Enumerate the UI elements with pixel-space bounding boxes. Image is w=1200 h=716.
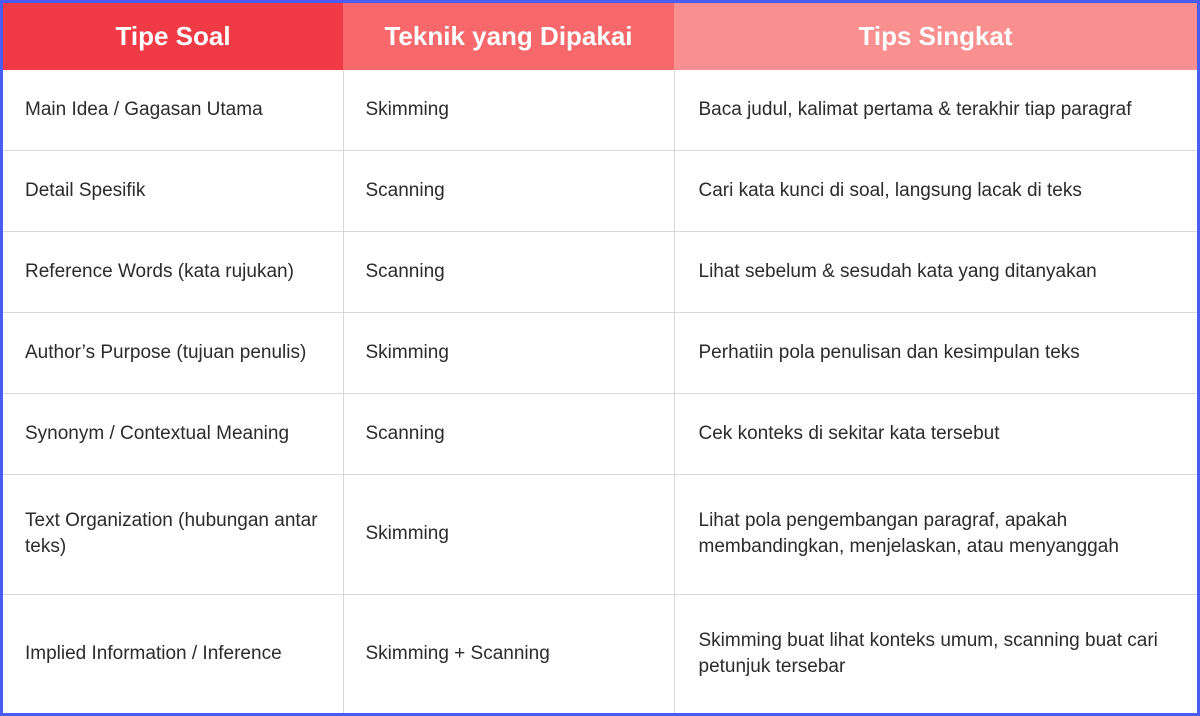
table-row [3, 231, 1197, 312]
cell-tips: Cek konteks di sekitar kata tersebut [674, 394, 1197, 475]
reading-technique-table [3, 3, 1197, 713]
cell-teknik: Skimming + Scanning [343, 594, 674, 713]
table-header-row [3, 3, 1197, 70]
table-header [3, 3, 1197, 70]
column-header-tips: Tips Singkat [674, 3, 1197, 70]
cell-tipe-soal: Author’s Purpose (tujuan penulis) [3, 312, 343, 393]
cell-teknik: Scanning [343, 231, 674, 312]
cell-teknik: Skimming [343, 475, 674, 595]
column-header-tipe-soal: Tipe Soal [3, 3, 343, 70]
cell-tips: Perhatiin pola penulisan dan kesimpulan teks [674, 312, 1197, 393]
table-row [3, 312, 1197, 393]
cell-teknik: Scanning [343, 150, 674, 231]
cell-tips: Skimming buat lihat konteks umum, scanning buat cari petunjuk tersebar [698, 629, 1158, 677]
cell-teknik: Skimming [343, 312, 674, 393]
cell-teknik: Skimming [343, 70, 674, 150]
cell-teknik: Scanning [343, 394, 674, 475]
cell-tips: Lihat pola pengembangan paragraf, apakah membandingkan, menjelaskan, atau menyanggah [674, 475, 1197, 595]
cell-tipe-soal: Detail Spesifik [3, 150, 343, 231]
cell-tipe-soal: Reference Words (kata rujukan) [3, 231, 343, 312]
cell-tips: Cari kata kunci di soal, langsung lacak di teks [674, 150, 1197, 231]
table-row [3, 150, 1197, 231]
table-row [3, 475, 1197, 595]
column-header-teknik: Teknik yang Dipakai [343, 3, 674, 70]
cell-tipe-soal: Synonym / Contextual Meaning [3, 394, 343, 475]
cell-tips: Baca judul, kalimat pertama & terakhir tiap paragraf [674, 70, 1197, 150]
table-row [3, 594, 1197, 713]
cell-tipe-soal: Text Organization (hubungan antar teks) [3, 475, 343, 595]
table-row [3, 70, 1197, 150]
cell-tipe-soal: Implied Information / Inference [3, 594, 343, 713]
cell-tips: Lihat sebelum & sesudah kata yang ditanyakan [674, 231, 1197, 312]
cell-tipe-soal: Main Idea / Gagasan Utama [3, 70, 343, 150]
table-row [3, 394, 1197, 475]
table-body [3, 70, 1197, 713]
